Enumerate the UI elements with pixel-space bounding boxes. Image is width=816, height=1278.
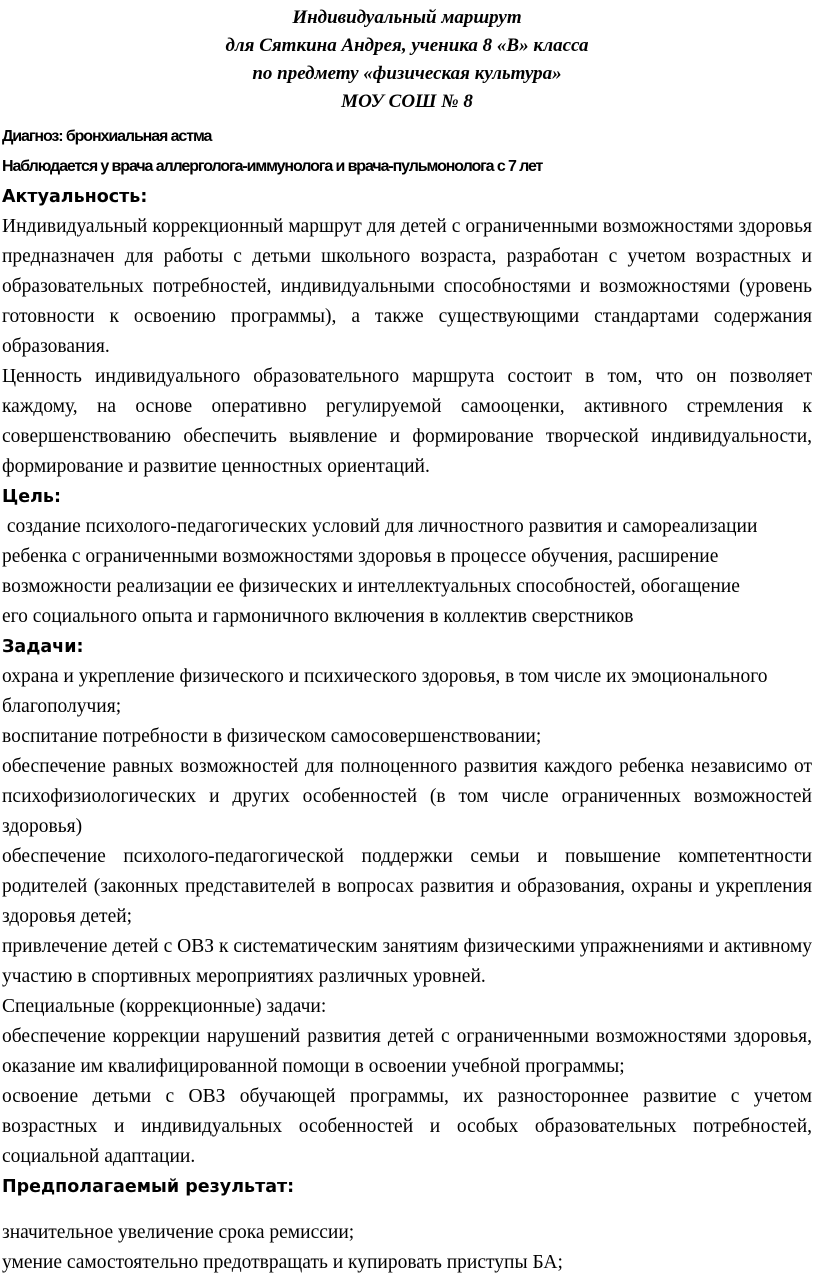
relevance-paragraph-1: Индивидуальный коррекционный маршрут для детей с ограниченными возможностями здоровья предназначен для работы с детьми школьного возраста, разработан с учетом возрастных и образовательных потребностей, индивидуальными способностями и возможностями (уровень готовности к освоению программы), а также существующими стандартами содержания образования. <box>2 216 812 357</box>
special-task-item-2: освоение детьми с ОВЗ обучающей программы, их разностороннее развитие с учетом возрастных и индивидуальных особенностей и особых образовательных потребностей, социальной адаптации. <box>2 1086 812 1167</box>
goal-line-1: создание психолого-педагогических условий для личностного развития и самореализации <box>2 516 758 537</box>
goal-line-4: его социального опыта и гармоничного включения в коллектив сверстников <box>2 606 634 627</box>
tasks-heading: Задачи: <box>2 637 84 657</box>
special-tasks-heading: Специальные (коррекционные) задачи: <box>2 996 327 1017</box>
task-item-1: охрана и укрепление физического и психического здоровья, в том числе их эмоционального благополучия; <box>2 666 768 717</box>
header-line-2: для Сяткина Андрея, ученика 8 «В» класса <box>225 35 589 56</box>
header-line-1: Индивидуальный маршрут <box>292 7 522 28</box>
header-line-4: МОУ СОШ № 8 <box>341 91 473 112</box>
task-item-2: воспитание потребности в физическом самосовершенствовании; <box>2 726 542 747</box>
relevance-heading: Актуальность: <box>2 187 148 207</box>
spacer <box>2 1202 812 1218</box>
relevance-paragraph-2: Ценность индивидуального образовательного маршрута состоит в том, что он позволяет каждому, на основе оперативно регулируемой самооценки, активного стремления к совершенствованию обеспечить выявление и формирование творческой индивидуальности, формирование и развитие ценностных ориентаций. <box>2 366 812 477</box>
goal-line-3: возможности реализации ее физических и интеллектуальных способностей, обогащение <box>2 576 740 597</box>
goal-heading: Цель: <box>2 487 61 507</box>
result-item-2: умение самостоятельно предотвращать и купировать приступы БА; <box>2 1252 563 1273</box>
observation: Наблюдается у врача аллерголога-иммунолога и врача-пульмонолога с 7 лет <box>2 158 543 175</box>
diagnosis: Диагноз: бронхиальная астма <box>2 128 212 145</box>
task-item-3: обеспечение равных возможностей для полноценного развития каждого ребенка независимо от психофизиологических и других особенностей (в том числе ограниченных возможностей здоровья) <box>2 756 812 837</box>
task-item-4: обеспечение психолого-педагогической поддержки семьи и повышение компетентности родителей (законных представителей в вопросах развития и образования, охраны и укрепления здоровья детей; <box>2 846 812 927</box>
header-line-3: по предмету «физическая культура» <box>252 63 562 84</box>
goal-line-2: ребенка с ограниченными возможностями здоровья в процессе обучения, расширение <box>2 546 719 567</box>
document-page <box>2 0 812 1278</box>
special-task-item-1: обеспечение коррекции нарушений развития детей с ограниченными возможностями здоровья, оказание им квалифицированной помощи в освоении учебной программы; <box>2 1026 812 1077</box>
task-item-5: привлечение детей с ОВЗ к систематическим занятиям физическими упражнениями и активному участию в спортивных мероприятиях различных уровней. <box>2 936 812 987</box>
result-heading: Предполагаемый результат: <box>2 1177 295 1197</box>
result-item-1: значительное увеличение срока ремиссии; <box>2 1222 355 1243</box>
